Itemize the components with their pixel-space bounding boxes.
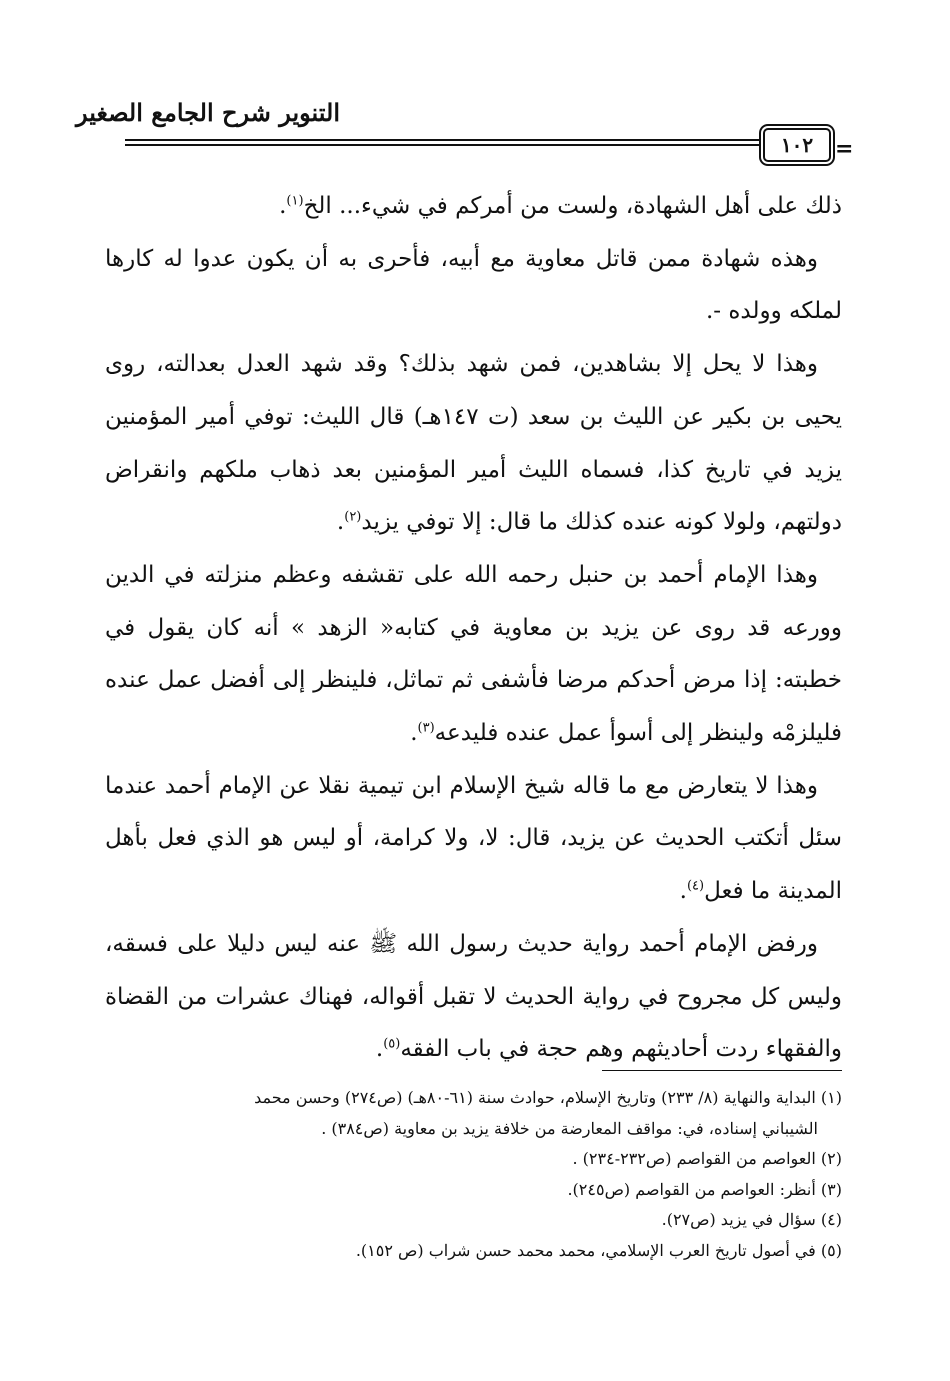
page-number: ١٠٢ [763,128,831,162]
footnote-1-continuation: الشيباني إسناده، في: مواقف المعارضة من خلافة يزيد بن معاوية (ص٣٨٤) . [321,1118,818,1138]
paragraph: ذلك على أهل الشهادة، ولست من أمركم في شيء... الخ$^{(١)}$. [279,193,842,219]
footnote-ref: (٣) [417,720,435,736]
footnote-separator [602,1070,842,1071]
footnotes [100,1083,842,1266]
footnote-ref: (٥) [383,1036,401,1052]
paragraph: ورفض الإمام أحمد رواية حديث رسول الله ﷺ عنه ليس دليلا على فسقه، وليس كل مجروح في رواية الحديث لا تقبل أقواله، فهناك عشرات من القضاة والفقهاء ردت أحاديثهم وهم حجة في باب الفقه$^{(٥)}$. [105,930,842,1063]
footnote-ref: (٤) [686,878,705,894]
footnote-5: (٥) في أصول تاريخ العرب الإسلامي، محمد محمد حسن شراب (ص ١٥٢). [355,1240,842,1260]
header-edge-mark: = [835,136,854,162]
paragraph: وهذا الإمام أحمد بن حنبل رحمه الله على تقشفه وعظم منزلته في الدين وورعه قد روى عن يزيد بن معاوية في كتابه« الزهد » أنه كان يقول في خطبته: إذا مرض أحدكم مرضا فأشفى ثم تماثل، فلينظر إلى أفضل عمل عنده فليلزمْه ولينظر إلى أسوأ عمل عنده فليدعه$^{(٣)}$. [105,561,842,747]
paragraph: وهذا لا يحل إلا بشاهدين، فمن شهد بذلك؟ وقد شهد العدل بعدالته، روى يحيى بن بكير عن الليث بن سعد (ت ١٤٧هـ) قال الليث: توفي أمير المؤمنين يزيد في تاريخ كذا، فسماه الليث أمير المؤمنين بعد ذهاب ملكهم وانقراض دولتهم، ولولا كونه عنده كذلك ما قال: إلا توفي يزيد$^{(٢)}$. [105,351,842,536]
footnote-3: (٣) أنظر: العواصم من القواصم (ص٢٤٥). [567,1179,842,1199]
running-title: التنوير شرح الجامع الصغير [76,98,340,127]
footnote-ref: (١) [286,193,304,209]
footnote-4: (٤) سؤال في يزيد (ص٢٧). [661,1210,842,1229]
paragraph: وهذه شهادة ممن قاتل معاوية مع أبيه، فأحرى به أن يكون عدوا له كارها لملكه وولده -. [105,245,842,325]
footnote-ref: (٢) [344,509,362,525]
footnote-1: (١) البداية والنهاية (٨/ ٢٣٣) وتاريخ الإسلام، حوادث سنة (٦١-٨٠هـ) (ص٢٧٤) وحسن محمد [254,1088,842,1107]
footnote-2: (٢) العواصم من القواصم (ص٢٣٢-٢٣٤) . [572,1149,842,1168]
main-text [105,180,842,1076]
paragraph: وهذا لا يتعارض مع ما قاله شيخ الإسلام ابن تيمية نقلا عن الإمام أحمد عندما سئل أتكتب الحديث عن يزيد، قال: لا، ولا كرامة، أو ليس هو الذي فعل بأهل المدينة ما فعل$^{(٤)}$. [105,772,842,905]
header-double-rule [125,139,760,146]
